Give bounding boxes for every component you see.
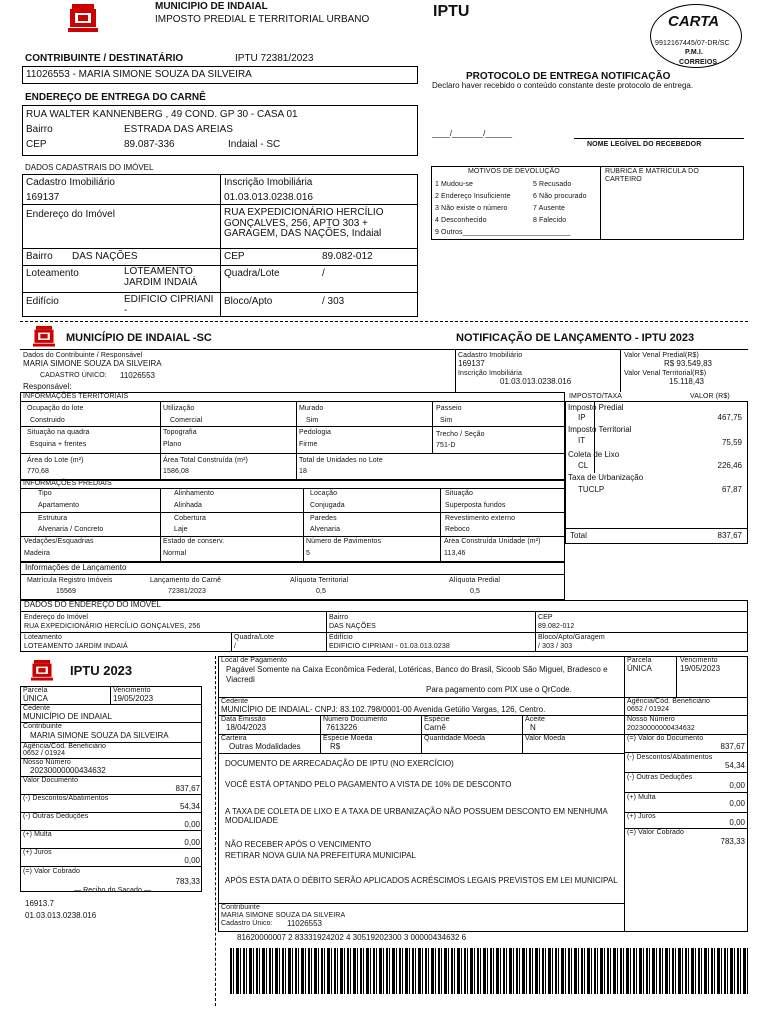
venal-pred-label: Valor Venal Predial(R$) (624, 352, 699, 359)
carta-label: CARTA (668, 13, 720, 30)
instruction-4: NÃO RECEBER APÓS O VENCIMENTO (225, 840, 372, 849)
area-total-label: Área Total Construída (m²) (163, 457, 248, 464)
instruction-2: VOCÊ ESTÁ OPTANDO PELO PAGAMENTO A VISTA DE 10% DE DESCONTO (225, 780, 512, 789)
stub-parcela: ÚNICA (23, 694, 48, 703)
instruction-3: A TAXA DE COLETA DE LIXO E A TAXA DE URBANIZAÇÃO NÃO POSSUEM DESCONTO EM NENHUMA MODALIDADE (225, 807, 608, 826)
endereco-label: Endereço do Imóvel (26, 209, 115, 220)
stub-descontos-label: (-) Descontos/Abatimentos (23, 795, 109, 802)
cobertura-value: Laje (174, 526, 188, 533)
delivery-bairro: ESTRADA DAS AREIAS (124, 124, 233, 135)
tax-value-2: 75,59 (721, 438, 742, 447)
contributor-name: 11026553 - MARIA SIMONE SOUZA DA SILVEIRA (26, 69, 252, 80)
cep-label: CEP (224, 251, 245, 262)
addr-quadra-label: Quadra/Lote (234, 634, 275, 641)
slip-multa: 0,00 (729, 799, 745, 808)
notice-municipality: MUNICÍPIO DE INDAIAL -SC (66, 332, 212, 344)
slip-cobrado: 783,33 (720, 837, 745, 846)
slip-carteira: Outras Modalidades (229, 742, 301, 751)
slip-venc-label: Vencimento (680, 657, 718, 664)
contrib-label: Dados do Contribuinte / Responsável (23, 352, 143, 359)
tax-code-3: CL (578, 461, 589, 470)
area-unid-value: 113,46 (444, 550, 466, 557)
stub-venc: 19/05/2023 (113, 694, 154, 703)
slip-outras-label: (-) Outras Deduções (627, 774, 693, 781)
slip-juros-label: (+) Juros (627, 813, 656, 820)
reason-2: 2 Endereço Insuficiente (435, 193, 511, 200)
aliq-pred-value: 0,5 (470, 588, 481, 595)
alinhamento-label: Alinhamento (174, 490, 215, 497)
reason-8: 8 Falecido (533, 217, 567, 224)
pavimentos-value: 5 (306, 550, 310, 557)
barcode-icon (230, 948, 748, 994)
stub-valor-doc-label: Valor Documento (23, 777, 79, 784)
unique-label: CADASTRO ÚNICO: (40, 372, 107, 379)
revestimento-label: Revestimento externo (445, 515, 516, 522)
stub-multa-label: (+) Multa (23, 831, 52, 838)
edificio-label: Edifício (26, 296, 59, 307)
inscricao-label: Inscrição Imobiliária (224, 177, 313, 188)
territorial-title: INFORMAÇÕES TERRITORIAIS (23, 393, 129, 400)
slip-outras: 0,00 (729, 781, 745, 790)
situacao-value: Esquina + frentes (30, 441, 87, 448)
cep-value: 89.082-012 (322, 251, 373, 262)
total-unid-value: 18 (299, 468, 307, 475)
addr-endereco: RUA EXPEDICIONÁRIO HERCÍLIO GONÇALVES, 256 (24, 623, 201, 630)
protocol-date: ____/_______/______ (432, 129, 513, 138)
addr-bloco: / 303 / 303 (538, 643, 573, 650)
delivery-title: ENDEREÇO DE ENTREGA DO CARNÊ (25, 92, 206, 103)
carta-code: 9912167445/07-DR/SC (655, 40, 730, 47)
predial-title: INFORMAÇÕES PREDIAIS (23, 480, 112, 487)
slip-pix: Para pagamento com PIX use o QrCode. (426, 685, 572, 694)
slip-carteira-label: Carteira (221, 735, 247, 742)
addr-quadra: / (234, 643, 237, 650)
iptu-heading: IPTU (433, 3, 470, 20)
quadra-label: Quadra/Lote (224, 268, 280, 279)
alinhamento-value: Alinhada (174, 502, 203, 509)
paredes-value: Alvenaria (310, 526, 341, 533)
stub-valor-doc: 837,67 (175, 784, 200, 793)
slip-contrib: MARIA SIMONE SOUZA DA SILVEIRA (221, 912, 346, 919)
bloco-value: / 303 (322, 296, 345, 307)
slip-valor-doc: 837,67 (720, 742, 745, 751)
loteamento-label: Loteamento (26, 268, 79, 279)
tax-group-2: Imposto Territorial (568, 425, 632, 434)
launch-title: Informações de Lançamento (25, 563, 127, 572)
endereco-value: RUA EXPEDICIONÁRIO HERCÍLIO GONÇALVES, 256, APTO 303 + GARAGEM, DAS NAÇÕES, Indaial (224, 207, 384, 239)
notice-contrib-name: MARIA SIMONE SOUZA DA SILVEIRA (23, 359, 162, 368)
tax-code-2: IT (578, 436, 586, 445)
stub-venc-label: Vencimento (113, 687, 151, 694)
area-unid-label: Área Construída Unidade (m²) (444, 538, 541, 545)
venal-terr: 15.118,43 (669, 377, 704, 386)
delivery-bairro-label: Bairro (26, 124, 53, 135)
delivery-cep-label: CEP (26, 139, 47, 150)
slip-numdoc-label: Número Documento (323, 716, 388, 723)
slip-valor-moeda-label: Valor Moeda (525, 735, 566, 742)
tax-value-3: 226,46 (717, 461, 742, 470)
reason-6: 6 Não procurado (533, 193, 587, 200)
reason-5: 5 Recusado (533, 181, 572, 188)
stub-outras: 0,00 (184, 820, 200, 829)
carta-correios: CORREIOS (679, 59, 718, 66)
area-lote-value: 770,68 (27, 468, 50, 475)
trecho-label: Trecho / Seção (436, 431, 485, 438)
cadastral-title: DADOS CADASTRAIS DO IMÓVEL (25, 163, 154, 172)
delivery-street: RUA WALTER KANNENBERG , 49 COND. GP 30 - CASA 01 (26, 109, 298, 120)
topografia-label: Topografia (163, 429, 197, 436)
carta-stamp (650, 4, 742, 68)
slip-especie-moeda: R$ (330, 742, 341, 751)
tax-value-1: 467,75 (717, 413, 742, 422)
instruction-6: APÓS ESTA DATA O DÉBITO SERÃO APLICADOS ACRÉSCIMOS LEGAIS PREVISTOS EM LEI MUNICIPAL (225, 876, 618, 885)
slip-cobrado-label: (=) Valor Cobrado (627, 829, 685, 836)
stub-outras-label: (-) Outras Deduções (23, 813, 89, 820)
slip-local: Pagável Somente na Caixa Econômica Federal, Lotéricas, Banco do Brasil, Sicoob São Miguel, Bradesco e Viacredi (226, 665, 608, 684)
aliq-pred-label: Alíquota Predial (449, 577, 501, 584)
tipo-label: Tipo (38, 490, 52, 497)
tax-value-4: 67,87 (721, 485, 742, 494)
stub-recibo: — Recibo do Sacado — (74, 887, 152, 894)
slip-especie-label: Espécie (424, 716, 450, 723)
slip-unique: 11026553 (287, 919, 322, 928)
pedologia-label: Pedologia (299, 429, 332, 436)
address-data-title: DADOS DO ENDEREÇO DO IMÓVEL (24, 600, 161, 609)
notice-cad-label: Cadastro Imobiliário (458, 352, 523, 359)
stub-insc: 01.03.013.0238.016 (25, 911, 97, 920)
estrutura-value: Alvenaria / Concreto (38, 526, 104, 533)
slip-descontos: 54,34 (724, 761, 745, 770)
lancamento-value: 72381/2023 (168, 588, 206, 595)
municipality-name: MUNICIPIO DE INDAIAL (155, 1, 268, 12)
addr-cep: 89.082-012 (538, 623, 575, 630)
slip-numdoc: 7613226 (326, 723, 358, 732)
stub-cobrado: 783,33 (175, 877, 200, 886)
stub-cad: 16913.7 (25, 899, 54, 908)
cut-line-top (20, 321, 748, 322)
reason-1: 1 Mudou-se (435, 181, 473, 188)
municipal-crest-icon-2 (30, 326, 58, 348)
slip-contrib-label: Contribuinte (221, 904, 260, 911)
protocol-declaration: Declaro haver recebido o conteúdo constante deste protocolo de entrega. (432, 81, 694, 90)
passeio-label: Passeio (436, 405, 462, 412)
notice-title: NOTIFICAÇÃO DE LANÇAMENTO - IPTU 2023 (456, 332, 695, 344)
matricula-value: 15569 (56, 588, 76, 595)
cadastro-value: 169137 (26, 192, 60, 203)
total-unid-label: Total de Unidades no Lote (299, 457, 383, 464)
tax-name: IMPOSTO PREDIAL E TERRITORIAL URBANO (155, 14, 370, 25)
area-total-value: 1586,08 (163, 468, 190, 475)
addr-edificio-label: Edifício (329, 634, 353, 641)
cobertura-label: Cobertura (174, 515, 207, 522)
slip-nosso-label: Nosso Número (627, 716, 675, 723)
reason-3: 3 Não existe o número (435, 205, 508, 212)
reason-9: 9 Outros___________________________ (435, 229, 571, 236)
lancamento-label: Lançamento do Carnê (150, 577, 222, 584)
utilizacao-value: Comercial (170, 417, 203, 424)
return-title: MOTIVOS DE DEVOLUÇÃO (468, 168, 560, 175)
slip-unique-label: Cadastro Único: (221, 920, 273, 927)
reason-4: 4 Desconhecido (435, 217, 487, 224)
tax-group-3: Coleta de Lixo (568, 450, 620, 459)
protocol-title: PROTOCOLO DE ENTREGA NOTIFICAÇÃO (466, 71, 671, 82)
stub-multa: 0,00 (184, 838, 200, 847)
situacao-predial-value: Superposta fundos (445, 502, 506, 509)
slip-nosso: 20230000000434632 (627, 725, 695, 732)
slip-venc: 19/05/2023 (680, 664, 721, 673)
municipal-crest-icon-3 (28, 660, 56, 682)
stub-nosso-label: Nosso Número (23, 759, 71, 766)
notice-insc: 01.03.013.0238.016 (500, 377, 572, 386)
stub-juros-label: (+) Juros (23, 849, 52, 856)
unique-value: 11026553 (120, 371, 155, 380)
localizacao-value: Conjugada (310, 502, 345, 509)
bloco-label: Bloco/Apto (224, 296, 273, 307)
bairro-label: Bairro (26, 251, 53, 262)
slip-especie-moeda-label: Espécie Moeda (323, 735, 373, 742)
slip-cedente: MUNICÍPIO DE INDAIAL- CNPJ: 83.102.798/0001-00 Avenida Getúlio Vargas, 126, Centro. (221, 705, 546, 714)
venal-pred: R$ 93.549,83 (663, 359, 712, 368)
murado-value: Sim (306, 417, 319, 424)
pavimentos-label: Número de Pavimentos (306, 538, 382, 545)
tax-group-4: Taxa de Urbanização (568, 473, 644, 482)
signature-label: NOME LEGÍVEL DO RECEBEDOR (587, 141, 702, 148)
addr-loteamento: LOTEAMENTO JARDIM INDAIÁ (24, 643, 128, 650)
instruction-1: DOCUMENTO DE ARRECADAÇÃO DE IPTU (NO EXERCÍCIO) (225, 759, 454, 768)
stub-agencia: 0652 / 01924 (23, 750, 66, 757)
slip-data: 18/04/2023 (226, 723, 267, 732)
stub-nosso: 20230000000434632 (30, 766, 106, 775)
revestimento-value: Reboco (445, 526, 470, 533)
slip-parcela-label: Parcela (627, 657, 652, 664)
aliq-terr-label: Alíquota Territorial (290, 577, 349, 584)
stub-cedente-label: Cedente (23, 705, 51, 712)
stub-separator (215, 656, 216, 1006)
matricula-label: Matrícula Registro Imóveis (27, 577, 113, 584)
slip-aceite-label: Aceite (525, 716, 546, 723)
cadastro-label: Cadastro Imobiliário (26, 177, 115, 188)
addr-edificio: EDIFICIO CIPRIANI - 01.03.013.0238 (329, 643, 450, 650)
slip-cedente-label: Cedente (221, 698, 249, 705)
stub-parcela-label: Parcela (23, 687, 48, 694)
instruction-5: RETIRAR NOVA GUIA NA PREFEITURA MUNICIPAL (225, 851, 416, 860)
delivery-cep: 89.087-336 (124, 139, 175, 150)
conserv-label: Estado de conserv. (163, 538, 225, 545)
municipal-crest-icon (66, 4, 100, 34)
tipo-value: Apartamento (38, 502, 80, 509)
barcode-line: 81620000007 2 83331924202 4 30519202300 3 00000434632 6 (237, 933, 467, 942)
slip-local-label: Local de Pagamento (221, 657, 288, 664)
ocupacao-value: Construido (30, 417, 65, 424)
slip-especie: Carnê (424, 723, 446, 732)
situacao-label: Situação na quadra (27, 429, 90, 436)
stub-descontos: 54,34 (179, 802, 200, 811)
signature-line (574, 138, 744, 139)
loteamento-value: LOTEAMENTO JARDIM INDAIÁ (124, 266, 198, 288)
estrutura-label: Estrutura (38, 515, 68, 522)
addr-cep-label: CEP (538, 614, 553, 621)
aliq-terr-value: 0,5 (316, 588, 327, 595)
notice-cad: 169137 (458, 359, 485, 368)
resp-label: Responsável: (23, 382, 72, 391)
slip-valor-doc-label: (=) Valor do Documento (627, 735, 704, 742)
carta-pmi: P.M.I. (685, 49, 703, 56)
addr-bairro-label: Bairro (329, 614, 349, 621)
stub-contrib: MARIA SIMONE SOUZA DA SILVEIRA (30, 731, 169, 740)
utilizacao-label: Utilização (163, 405, 195, 412)
area-lote-label: Área do Lote (m²) (27, 457, 84, 464)
taxes-header-left: IMPOSTO/TAXA (569, 393, 623, 400)
slip-agencia-label: Agência/Cód. Beneficiário (627, 698, 711, 705)
paredes-label: Paredes (310, 515, 337, 522)
vedacoes-value: Madeira (24, 550, 50, 557)
slip-agencia: 0652 / 01924 (627, 706, 670, 713)
conserv-value: Normal (163, 550, 187, 557)
stub-cedente: MUNICÍPIO DE INDAIAL (23, 712, 112, 721)
tax-group-1: Imposto Predial (568, 403, 624, 412)
tax-total-label: Total (570, 531, 587, 540)
taxes-header-right: VALOR (R$) (690, 393, 730, 400)
delivery-city: Indaial - SC (228, 139, 281, 150)
slip-juros: 0,00 (729, 818, 745, 827)
ocupacao-label: Ocupação do lote (27, 405, 84, 412)
slip-data-label: Data Emissão (221, 716, 266, 723)
stub-juros: 0,00 (184, 856, 200, 865)
slip-quantidade-label: Quantidade Moeda (424, 735, 486, 742)
edificio-value: EDIFICIO CIPRIANI - (124, 295, 214, 316)
stub-agencia-label: Agência/Cód. Beneficiário (23, 743, 107, 750)
inscricao-value: 01.03.013.0238.016 (224, 192, 313, 203)
reason-7: 7 Ausente (533, 205, 566, 212)
passeio-value: Sim (440, 417, 453, 424)
addr-bloco-label: Bloco/Apto/Garagem (538, 634, 605, 641)
slip-aceite: N (530, 723, 536, 732)
vedacoes-label: Vedações/Esquadrias (24, 538, 94, 545)
venal-terr-label: Valor Venal Territorial(R$) (624, 370, 707, 377)
slip-multa-label: (+) Multa (627, 794, 656, 801)
addr-bairro: DAS NAÇÕES (329, 623, 376, 630)
addr-endereco-label: Endereço do Imóvel (24, 614, 89, 621)
stub-cobrado-label: (=) Valor Cobrado (23, 868, 81, 875)
rubric-title: RUBRICA E MATRÍCULA DO CARTEIRO (605, 168, 699, 183)
bairro-value: DAS NAÇÕES (72, 251, 138, 262)
topografia-value: Plano (163, 441, 182, 448)
stub-title: IPTU 2023 (70, 663, 133, 678)
tax-code-1: IP (578, 413, 586, 422)
tax-code-4: TUCLP (578, 485, 605, 494)
slip-parcela: ÚNICA (627, 664, 652, 673)
addr-loteamento-label: Loteamento (24, 634, 62, 641)
quadra-value: / (322, 268, 325, 279)
notice-insc-label: Inscrição Imobiliária (458, 370, 522, 377)
tax-total-value: 837,67 (717, 531, 742, 540)
trecho-value: 751-D (436, 442, 456, 449)
contributor-label: CONTRIBUINTE / DESTINATÁRIO (25, 53, 184, 64)
localizacao-label: Locação (310, 490, 338, 497)
iptu-reference: IPTU 72381/2023 (235, 53, 314, 64)
stub-contrib-label: Contribuinte (23, 723, 62, 730)
murado-label: Murado (299, 405, 324, 412)
situacao-predial-label: Situação (445, 490, 474, 497)
slip-descontos-label: (-) Descontos/Abatimentos (627, 754, 713, 761)
pedologia-value: Firme (299, 441, 318, 448)
